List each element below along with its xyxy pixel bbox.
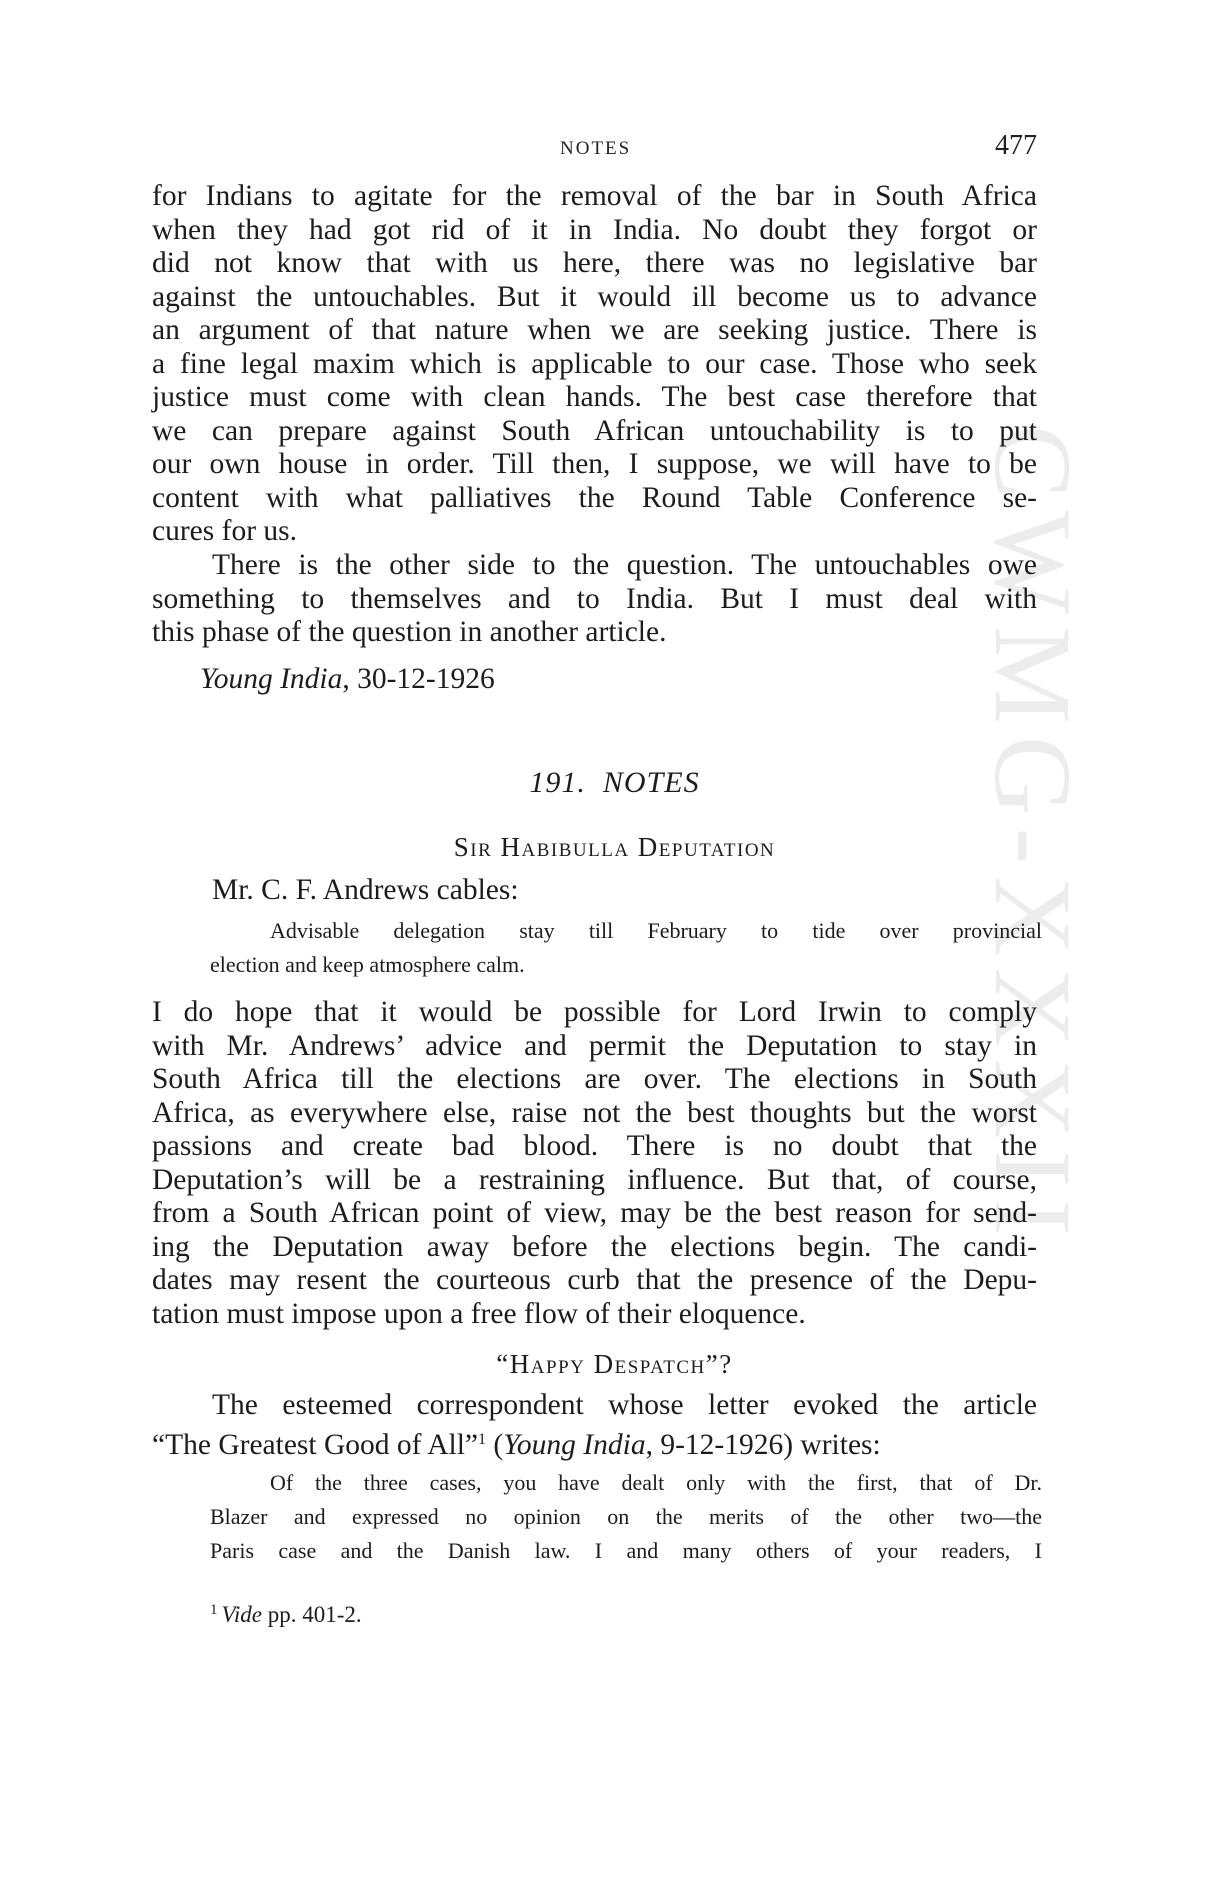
- text-line: our own house in order. Till then, I suppose, we will have to be: [152, 448, 1037, 480]
- paragraph-correspondent: [152, 1389, 1037, 1462]
- text-segment: , 9-12-1926) writes:: [645, 1428, 881, 1461]
- text-line: for Indians to agitate for the removal of the bar in South Africa: [152, 180, 1037, 212]
- text-line: a fine legal maxim which is applicable to our case. Those who seek: [152, 347, 1037, 380]
- quote-line: Of the three cases, you have dealt only with the first, that of Dr.: [270, 1470, 1042, 1495]
- publication-title: Young India: [200, 663, 343, 695]
- section-heading-happy-despatch: “Happy Despatch”?: [496, 1349, 733, 1379]
- text-line: with Mr. Andrews’ advice and permit the Deputation to stay in: [152, 1029, 1037, 1062]
- letter-quote: [210, 1466, 1042, 1568]
- section-heading-habibulla: Sir Habibulla Deputation: [453, 832, 776, 862]
- article-number: 191.: [529, 766, 586, 799]
- text-line: we can prepare against South African untouchability is to put: [152, 414, 1037, 447]
- text-line: did not know that with us here, there was no legislative bar: [152, 247, 1037, 279]
- text-line: [152, 1423, 1037, 1463]
- footnote-ref: 1: [478, 1430, 487, 1448]
- text-line: this phase of the question in another article.: [152, 616, 667, 648]
- paragraph-continued: [152, 180, 1037, 549]
- article-ref: “The Greatest Good of All”: [152, 1428, 479, 1461]
- page-number: 477: [995, 130, 1037, 161]
- footnote-text: pp. 401-2.: [261, 1602, 362, 1627]
- text-line: content with what palliatives the Round Table Conference se-: [152, 481, 1037, 514]
- quote-line: election and keep atmosphere calm.: [210, 952, 525, 977]
- publication-date: , 30-12-1926: [342, 663, 495, 695]
- text-line: from a South African point of view, may be the best reason for send-: [152, 1197, 1037, 1229]
- quote-line: Advisable delegation stay till February to tide over provincial: [270, 918, 1042, 943]
- text-line: when they had got rid of it in India. No doubt they forgot or: [152, 213, 1037, 246]
- text-line: I do hope that it would be possible for Lord Irwin to comply: [152, 996, 1037, 1028]
- text-line: Deputation’s will be a restraining influence. But that, of course,: [152, 1163, 1037, 1196]
- source-citation: [200, 662, 495, 696]
- text-line: passions and create bad blood. There is no doubt that the: [152, 1130, 1037, 1162]
- paragraph-deputation: [152, 996, 1037, 1331]
- text-line: The esteemed correspondent whose letter evoked the article: [212, 1389, 1037, 1421]
- text-line: cures for us.: [152, 515, 297, 547]
- article-heading: [0, 766, 1229, 800]
- text-line: justice must come with clean hands. The best case therefore that: [152, 381, 1037, 413]
- running-head: NOTES: [560, 138, 632, 159]
- footnote: [210, 1602, 362, 1628]
- quote-line: Blazer and expressed no opinion on the merits of the other two—the: [210, 1504, 1042, 1529]
- cable-quote: [210, 914, 1042, 982]
- text-line: tation must impose upon a free flow of their eloquence.: [152, 1297, 806, 1330]
- footnote-vide: Vide: [221, 1602, 262, 1627]
- text-line: dates may resent the courteous curb that the presence of the Depu-: [152, 1264, 1037, 1296]
- footnote-mark: 1: [210, 1602, 218, 1618]
- quote-line: Paris case and the Danish law. I and many others of your readers, I: [210, 1538, 1042, 1563]
- text-line: South Africa till the elections are over. The elections in South: [152, 1063, 1037, 1095]
- text-line: against the untouchables. But it would ill become us to advance: [152, 280, 1037, 313]
- cable-intro: Mr. C. F. Andrews cables:: [212, 874, 519, 906]
- text-line: ing the Deputation away before the elections begin. The candi-: [152, 1230, 1037, 1263]
- text-segment: (: [486, 1428, 504, 1461]
- text-line: Africa, as everywhere else, raise not the best thoughts but the worst: [152, 1096, 1037, 1129]
- text-line: There is the other side to the question. The untouchables owe: [212, 549, 1037, 581]
- article-title: NOTES: [602, 766, 700, 799]
- paragraph-other-side: [152, 549, 1037, 650]
- publication-title: Young India: [503, 1428, 646, 1461]
- text-line: an argument of that nature when we are seeking justice. There is: [152, 314, 1037, 346]
- watermark: CWMG-XXXII: [972, 425, 1094, 1248]
- text-line: something to themselves and to India. But I must deal with: [152, 582, 1037, 615]
